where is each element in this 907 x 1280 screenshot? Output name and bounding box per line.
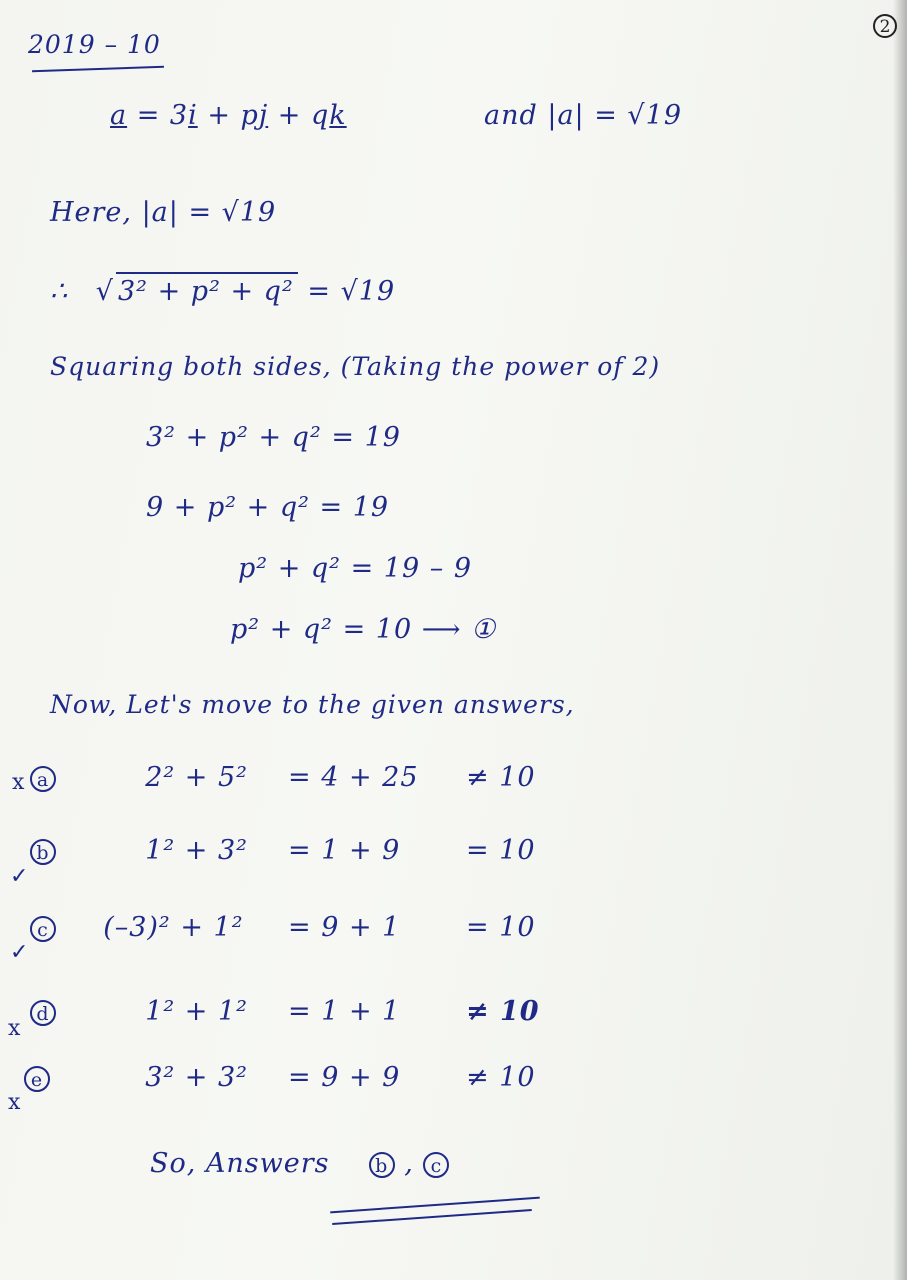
- option-expr: (–3)² + 1²: [103, 912, 244, 943]
- given-magnitude: and |a| = √19: [484, 100, 682, 131]
- step-1: 3² + p² + q² = 19: [146, 422, 401, 453]
- wrong-mark-icon: x: [8, 1016, 21, 1041]
- option-e: [24, 1062, 248, 1093]
- heading-underline: [32, 66, 164, 73]
- option-d: [30, 996, 248, 1027]
- step-3: p² + q² = 19 – 9: [238, 553, 472, 584]
- option-expr: 1² + 3²: [145, 835, 248, 866]
- answer-c: c: [423, 1152, 449, 1178]
- radicand: 3² + p² + q²: [116, 272, 298, 307]
- conclusion-text: So, Answers: [150, 1148, 330, 1179]
- therefore-icon: ∴: [50, 276, 69, 307]
- option-result: = 10: [466, 835, 536, 866]
- unit-i: i: [188, 100, 198, 131]
- option-label: a: [30, 766, 56, 792]
- eq-three: = 3: [136, 100, 189, 131]
- unit-k: k: [329, 100, 347, 131]
- term-q: + q: [277, 100, 330, 131]
- option-calc: = 9 + 9: [288, 1062, 401, 1093]
- option-calc: = 1 + 9: [288, 835, 401, 866]
- answer-comma: ,: [404, 1148, 414, 1179]
- wrong-mark-icon: x: [12, 770, 25, 795]
- option-label: b: [30, 839, 56, 865]
- step-4: p² + q² = 10 ⟶ ①: [230, 614, 497, 645]
- now-line: Now, Let's move to the given answers,: [50, 690, 575, 719]
- option-expr: 1² + 1²: [145, 996, 248, 1027]
- page-edge-shadow: [893, 0, 907, 1280]
- conclusion: [150, 1148, 449, 1179]
- check-mark-icon: ✓: [10, 940, 29, 965]
- option-result: ≠ 10: [466, 762, 536, 793]
- wrong-mark-icon: x: [8, 1090, 21, 1115]
- answer-b: b: [369, 1152, 395, 1178]
- step-2: 9 + p² + q² = 19: [146, 492, 390, 523]
- option-calc: = 1 + 1: [288, 996, 401, 1027]
- unit-j: j: [258, 100, 269, 131]
- option-result: ≠ 10: [466, 996, 540, 1027]
- page-heading: 2019 – 10: [28, 30, 161, 59]
- option-c: [30, 912, 244, 943]
- option-label: c: [30, 916, 56, 942]
- option-a: [30, 762, 248, 793]
- option-b: [30, 835, 248, 866]
- option-label: d: [30, 1000, 56, 1026]
- option-label: e: [24, 1066, 50, 1092]
- option-calc: = 4 + 25: [288, 762, 419, 793]
- given-vector: [110, 100, 347, 131]
- option-expr: 2² + 5²: [145, 762, 248, 793]
- squaring-line: Squaring both sides, (Taking the power of 2): [50, 352, 661, 381]
- option-calc: = 9 + 1: [288, 912, 401, 943]
- term-p: + p: [207, 100, 259, 131]
- option-expr: 3² + 3²: [145, 1062, 248, 1093]
- vector-a: a: [110, 100, 128, 131]
- page-number: 2: [873, 14, 897, 38]
- therefore-line: ∴ √ 3² + p² + q² = √19: [50, 272, 395, 307]
- option-result: ≠ 10: [466, 1062, 536, 1093]
- therefore-rhs: = √19: [307, 276, 396, 307]
- check-mark-icon: ✓: [10, 864, 29, 889]
- double-underline-bottom: [332, 1209, 532, 1225]
- option-result: = 10: [466, 912, 536, 943]
- here-line: Here, |a| = √19: [50, 197, 277, 228]
